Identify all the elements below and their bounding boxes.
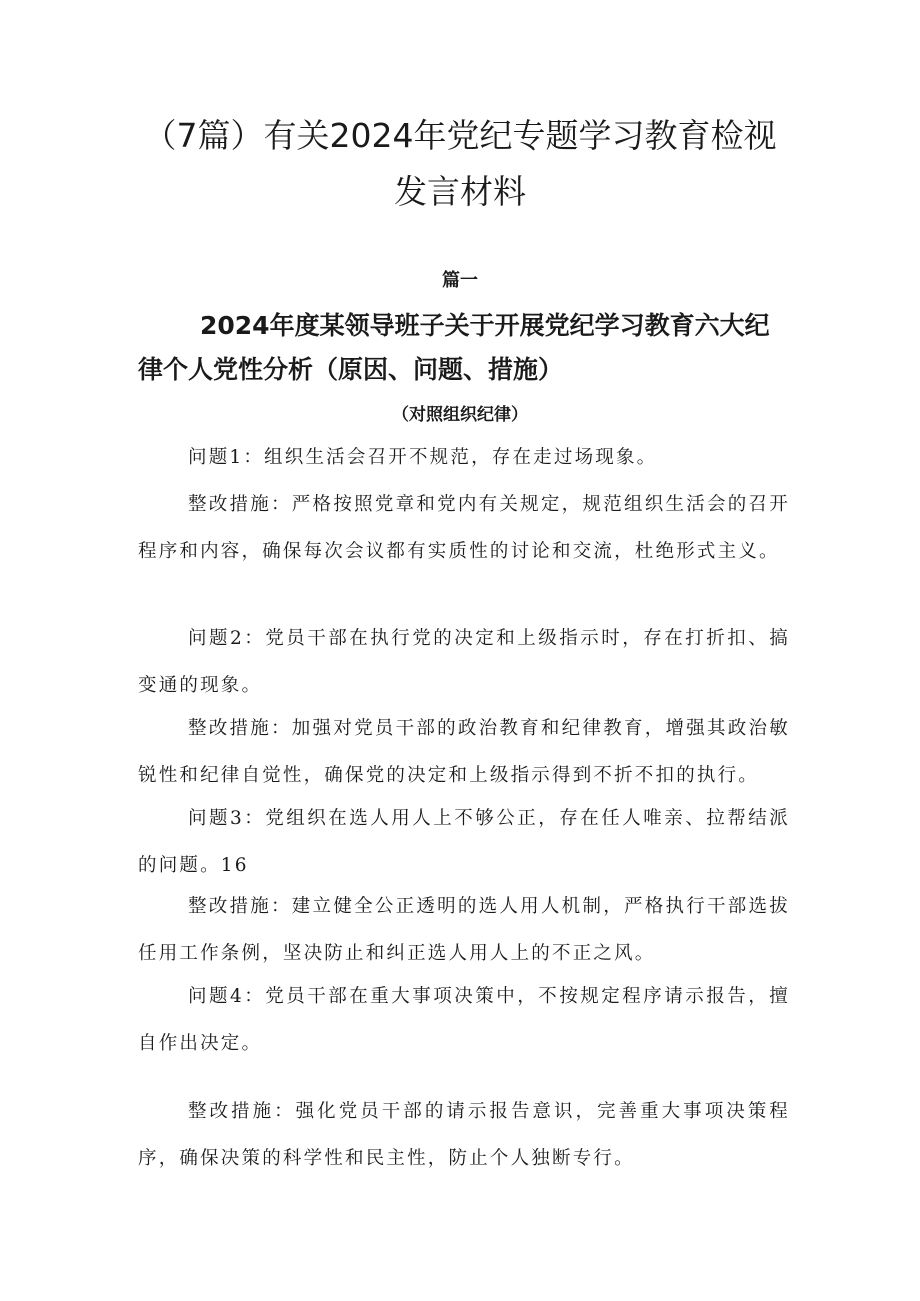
paragraph-issue-3: 问题3：党组织在选人用人上不够公正，存在任人唯亲、拉帮结派的问题。16 [138,808,790,876]
paragraph-issue-2: 问题2：党员干部在执行党的决定和上级指示时，存在打折扣、搞变通的现象。 [138,628,790,696]
paragraph-issue-1: 问题1：组织生活会召开不规范，存在走过场现象。 [188,447,658,468]
paragraph-issue-4: 问题4：党员干部在重大事项决策中，不按规定程序请示报告，擅自作出决定。 [138,986,790,1054]
section-subtitle: 2024年度某领导班子关于开展党纪学习教育六大纪律个人党性分析（原因、问题、措施） [138,311,770,384]
paragraph-measure-4: 整改措施：强化党员干部的请示报告意识，完善重大事项决策程序，确保决策的科学性和民主性，防止个人独断专行。 [138,1101,790,1169]
paragraph-measure-3: 整改措施：建立健全公正透明的选人用人机制，严格执行干部选拔任用工作条例，坚决防止和纠正选人用人上的不正之风。 [138,896,790,964]
paragraph-measure-2: 整改措施：加强对党员干部的政治教育和纪律教育，增强其政治敏锐性和纪律自觉性，确保党的决定和上级指示得到不折不扣的执行。 [138,718,790,786]
section-label: 篇一 [442,270,478,291]
paragraph-measure-1: 整改措施：严格按照党章和党内有关规定，规范组织生活会的召开程序和内容，确保每次会议都有实质性的讨论和交流，杜绝形式主义。 [138,494,790,562]
section-subheading: （对照组织纪律） [392,405,528,425]
document-title: （7篇）有关2024年党纪专题学习教育检视发言材料 [143,116,777,211]
